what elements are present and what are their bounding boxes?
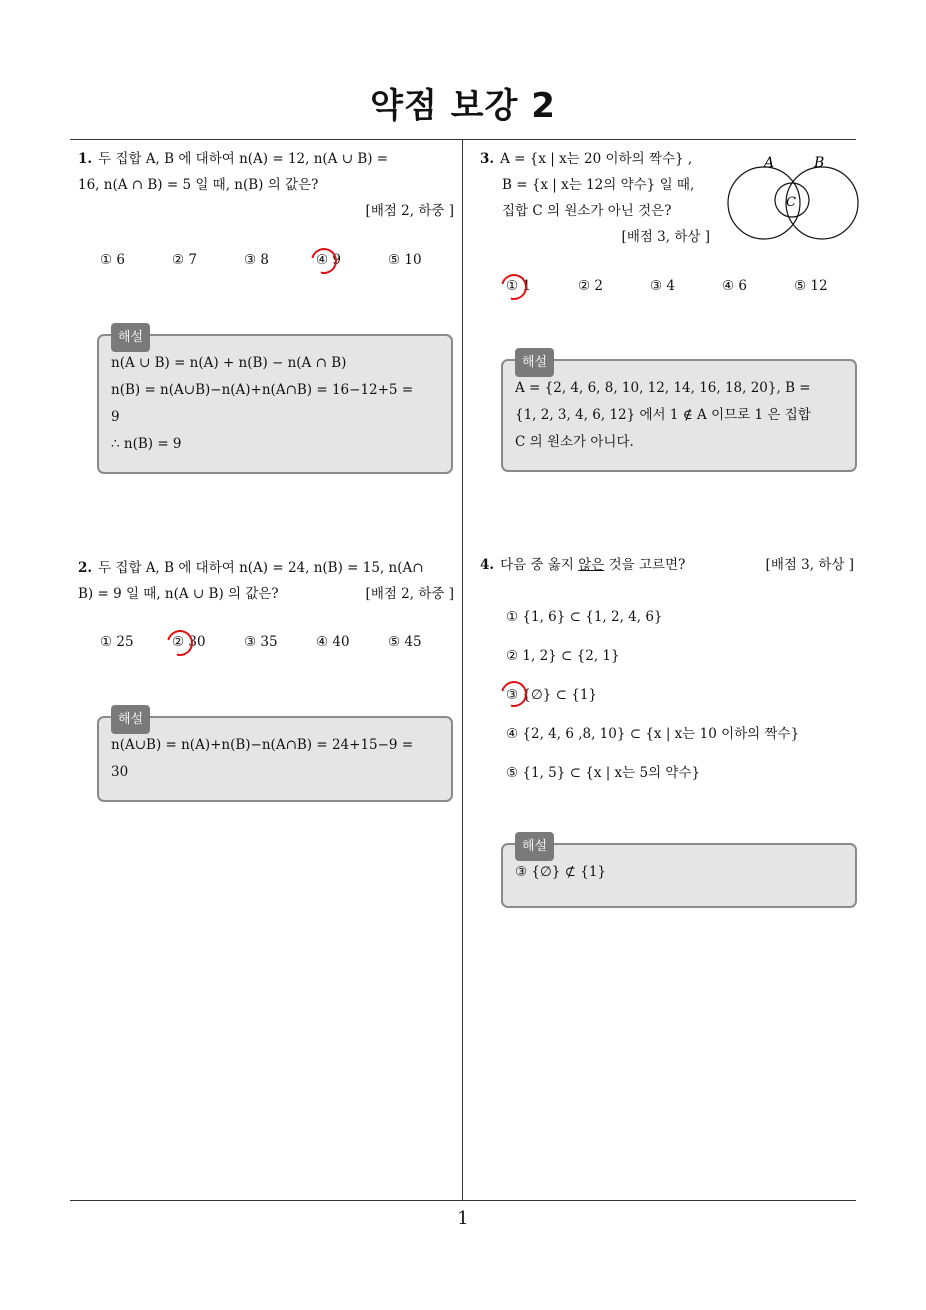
column-divider — [462, 139, 463, 1201]
choice-5[interactable]: ⑤ 45 — [388, 634, 422, 650]
venn-label-b: B — [814, 155, 825, 171]
solution-line: ∴ n(B) = 9 — [111, 436, 182, 452]
solution-box-2 — [97, 712, 453, 802]
venn-label-c: C — [786, 195, 796, 210]
choice-1[interactable]: ① 6 — [100, 252, 125, 268]
choice-3[interactable]: ③ 8 — [244, 252, 269, 268]
option-5[interactable]: ⑤ {1, 5} ⊂ {x | x는 5의 약수} — [506, 765, 701, 781]
solution-tag: 해설 — [111, 705, 150, 734]
solution-box-1 — [97, 330, 453, 474]
problem-4 — [480, 552, 854, 578]
choice-2[interactable]: ② 2 — [578, 278, 603, 294]
solution-line: 30 — [111, 764, 129, 780]
venn-diagram — [722, 148, 862, 248]
score-meta: [배점 3, 하상 ] — [765, 557, 854, 573]
solution-box-4 — [501, 839, 857, 908]
choice-3[interactable]: ③ 4 — [650, 278, 675, 294]
score-meta: [배점 3, 하상 ] — [621, 229, 710, 245]
options-4 — [506, 598, 799, 793]
choice-2[interactable]: ② 30 — [172, 634, 206, 650]
problem-2 — [78, 555, 454, 607]
answer-mark — [496, 269, 532, 305]
question-underlined: 않은 — [578, 557, 605, 573]
problem-number: 3. — [480, 151, 495, 167]
bottom-rule — [70, 1200, 856, 1201]
venn-circle-b — [786, 167, 858, 239]
solution-tag: 해설 — [111, 323, 150, 352]
problem-1 — [78, 146, 454, 224]
answer-mark — [162, 625, 198, 661]
solution-line: A = {2, 4, 6, 8, 10, 12, 14, 16, 18, 20}, B = — [515, 380, 811, 396]
question-line: A = {x | x는 20 이하의 짝수} , — [500, 151, 693, 167]
score-meta: [배점 2, 하중 ] — [365, 203, 454, 219]
page-title: 약점 보강 2 — [370, 86, 556, 126]
choice-4[interactable]: ④ 6 — [722, 278, 747, 294]
choice-4[interactable]: ④ 9 — [316, 252, 341, 268]
solution-line: ③ {∅} ⊄ {1} — [515, 864, 606, 880]
option-2[interactable]: ② 1, 2} ⊂ {2, 1} — [506, 648, 620, 664]
choice-1[interactable]: ① 25 — [100, 634, 134, 650]
answer-mark — [306, 243, 342, 279]
choice-2[interactable]: ② 7 — [172, 252, 197, 268]
solution-line: n(A ∪ B) = n(A) + n(B) − n(A ∩ B) — [111, 355, 347, 371]
choice-5[interactable]: ⑤ 10 — [388, 252, 422, 268]
problem-number: 1. — [78, 151, 93, 167]
solution-line: n(A∪B) = n(A)+n(B)−n(A∩B) = 24+15−9 = — [111, 737, 414, 753]
problem-number: 2. — [78, 560, 93, 576]
solution-line: C 의 원소가 아니다. — [515, 434, 634, 450]
solution-box-3 — [501, 355, 857, 472]
question-line: 16, n(A ∩ B) = 5 일 때, n(B) 의 값은? — [78, 177, 319, 193]
solution-tag: 해설 — [515, 348, 554, 377]
solution-line: {1, 2, 3, 4, 6, 12} 에서 1 ∉ A 이므로 1 은 집합 — [515, 407, 811, 423]
option-3[interactable]: ③ {∅} ⊂ {1} — [506, 687, 597, 703]
option-1[interactable]: ① {1, 6} ⊂ {1, 2, 4, 6} — [506, 609, 663, 625]
problem-3 — [480, 146, 710, 250]
question-text: 다음 중 옳지 — [500, 557, 579, 573]
solution-line: n(B) = n(A∪B)−n(A)+n(A∩B) = 16−12+5 = — [111, 382, 414, 398]
top-rule — [70, 139, 856, 140]
choice-5[interactable]: ⑤ 12 — [794, 278, 828, 294]
score-meta: [배점 2, 하중 ] — [365, 586, 454, 602]
choice-4[interactable]: ④ 40 — [316, 634, 350, 650]
solution-tag: 해설 — [515, 832, 554, 861]
question-line: 집합 C 의 원소가 아닌 것은? — [502, 203, 672, 219]
question-text: 것을 고르면? — [604, 557, 686, 573]
page-number: 1 — [457, 1208, 469, 1229]
venn-label-a: A — [764, 155, 775, 171]
question-line: 두 집합 A, B 에 대하여 n(A) = 24, n(B) = 15, n(A∩ — [98, 560, 424, 576]
question-line: B = {x | x는 12의 약수} 일 때, — [502, 177, 695, 193]
choice-3[interactable]: ③ 35 — [244, 634, 278, 650]
question-line: 두 집합 A, B 에 대하여 n(A) = 12, n(A ∪ B) = — [98, 151, 389, 167]
problem-number: 4. — [480, 557, 495, 573]
solution-line: 9 — [111, 409, 120, 425]
choice-1[interactable]: ① 1 — [506, 278, 531, 294]
option-4[interactable]: ④ {2, 4, 6 ,8, 10} ⊂ {x | x는 10 이하의 짝수} — [506, 726, 800, 742]
question-line: B) = 9 일 때, n(A ∪ B) 의 값은? — [78, 586, 279, 602]
